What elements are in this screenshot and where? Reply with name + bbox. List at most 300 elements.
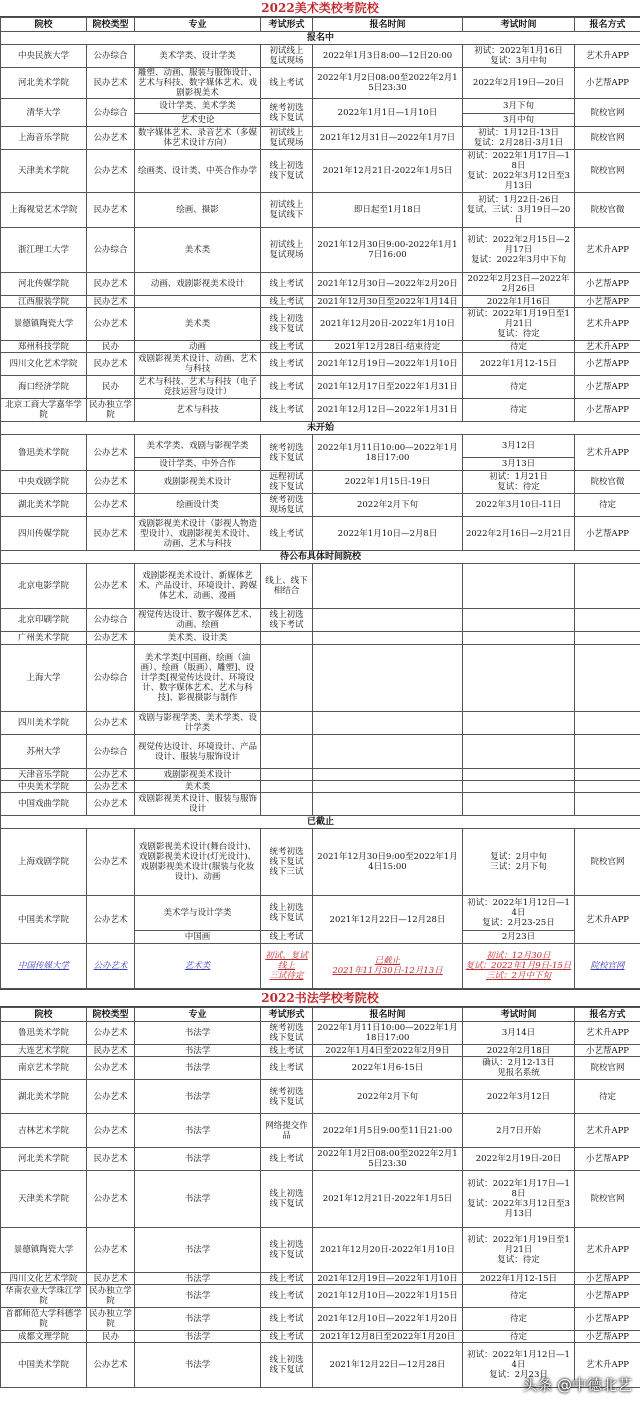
cell-exam: 待定 [463,399,575,422]
section-label: 未开始 [1,422,640,435]
cell-reg [313,632,463,645]
section-header-row [1,816,640,829]
cell-kind: 公办艺术 [87,1080,135,1114]
cell-exam: 2月7日开始 [463,1114,575,1148]
cell-kind: 公办艺术 [87,564,135,609]
cell-kind: 民办 [87,376,135,399]
cell-name: 海口经济学院 [1,376,87,399]
cell-reg: 2022年1月5日9:00至11日21:00 [313,1114,463,1148]
cell-reg: 2021年12月10日—2022年1月15日 [313,1285,463,1308]
cell-form: 线上初选 线下复试 [261,150,313,193]
cell-kind: 民办艺术 [87,517,135,551]
cell-form: 统考初选 线下复试 [261,435,313,471]
cell-name: 鲁迅美术学院 [1,435,87,471]
cell-exam: 待定 [463,1285,575,1308]
cell-reg: 2021年12月19日—2022年1月10日 [313,353,463,376]
cell-apply: 院校官网 [575,127,640,150]
cell-apply [575,609,640,632]
table-row [1,353,640,376]
cell-kind: 公办综合 [87,228,135,273]
cell-exam: 待定 [463,1331,575,1343]
cell-apply [575,712,640,735]
cell-exam: 待定 [463,341,575,353]
cell-apply: 小艺帮APP [575,1273,640,1285]
cell-kind: 公办艺术 [87,793,135,816]
cell-form: 网络提交作品 [261,1114,313,1148]
section-label: 报名中 [1,32,640,45]
cell-major: 视觉传达设计、环境设计、产品设计、服装与服饰设计 [135,735,261,769]
section-header-row [1,551,640,564]
cell-kind: 公办艺术 [87,1171,135,1228]
cell-reg: 2021年12月21日-2022年1月5日 [313,1171,463,1228]
cell-major: 书法学 [135,1308,261,1331]
table-row [1,712,640,735]
cell-exam: 2022年1月12-15日 [463,1273,575,1285]
table-row [1,494,640,517]
col-header-major: 专业 [135,18,261,32]
cell-kind: 民办 [87,341,135,353]
cell-reg: 2022年1月2日08:00至2022年2月15日23:30 [313,1148,463,1171]
cell-form: 统考初选 线下复试 线下三试 [261,829,313,896]
cell-reg: 2022年1月10日—2月8日 [313,517,463,551]
cell-major: 戏剧影视美术设计 [135,471,261,494]
table-row [1,150,640,193]
cell-reg [313,781,463,793]
cell-reg: 2022年1月6-15日 [313,1057,463,1080]
cell-exam: 初试：1月22日-26日 复试、三试：3月19日—20日 [463,193,575,228]
cell-kind: 公办艺术 [87,435,135,471]
cell-name: 中国美术学院 [1,1343,87,1388]
cell-reg: 2021年12月31日—2022年1月7日 [313,127,463,150]
cell-kind: 公办艺术 [87,781,135,793]
header-row [1,1008,640,1022]
cell-exam: 2022年1月16日 [463,296,575,308]
cell-name: 吉林艺术学院 [1,1114,87,1148]
cell-form: 线上考试 [261,1045,313,1057]
cell-major: 美术类 [135,308,261,341]
cell-reg [313,793,463,816]
table-row [1,127,640,150]
art-schools-table [0,17,640,989]
cell-name: 四川传媒学院 [1,517,87,551]
cell-form: 线上初选 线下复试 [261,1228,313,1273]
cell-form: 线上初选 线下复试 [261,1343,313,1388]
cell-apply [575,632,640,645]
cell-exam [463,632,575,645]
cell-apply: 艺术升APP [575,1022,640,1045]
cell-kind: 民办艺术 [87,1273,135,1285]
cell-reg: 2022年2月下旬 [313,494,463,517]
cell-name: 景德镇陶瓷大学 [1,1228,87,1273]
table-row [1,735,640,769]
table-row [1,1022,640,1045]
cell-reg [313,609,463,632]
cell-kind: 公办艺术 [87,494,135,517]
cell-apply: 艺术升APP [575,1114,640,1148]
cell-form: 线上考试 [261,341,313,353]
cell-form: 线上考试 [261,1285,313,1308]
cell-major: 书法学 [135,1228,261,1273]
cell-exam: 2月23日 [463,931,575,944]
cell-apply: 待定 [575,1080,640,1114]
cell-name: 中国戏曲学院 [1,793,87,816]
table-row [1,471,640,494]
table-row [1,769,640,781]
cell-name: 北京印刷学院 [1,609,87,632]
cell-apply: 艺术升APP [575,308,640,341]
cell-form: 线上考试 [261,1273,313,1285]
cell-kind: 公办综合 [87,645,135,712]
table-row [1,944,640,989]
cell-name: 四川文化艺术学院 [1,1273,87,1285]
cell-name: 中国美术学院 [1,896,87,944]
table-row [1,1148,640,1171]
cell-exam [463,735,575,769]
cell-apply: 院校官微 [575,471,640,494]
cell-kind: 公办艺术 [87,150,135,193]
table-row [1,68,640,99]
cell-exam: 初试：2022年1月12日—14日 复试：2月23-25日 [463,896,575,931]
cell-major: 书法学 [135,1045,261,1057]
cell-form: 初试、复试线上 三试待定 [261,944,313,989]
cell-name: 河北美术学院 [1,68,87,99]
col-header-exam-time: 考试时间 [463,18,575,32]
cell-form: 统考初选 线下复试 [261,99,313,127]
cell-exam: 2022年3月12日 [463,1080,575,1114]
cell-name: 郑州科技学院 [1,341,87,353]
cell-major: 绘画类、设计类、中英合作办学 [135,150,261,193]
table-row [1,1114,640,1148]
cell-exam: 2022年2月23日—2022年2月26日 [463,273,575,296]
cell-major: 戏剧影视美术设计、服装与服饰设计 [135,793,261,816]
cell-apply: 院校官微 [575,193,640,228]
col-header-apply-method: 报名方式 [575,1008,640,1022]
art-schools-title: 2022美术类校考院校 [0,0,640,17]
cell-major: 书法学 [135,1148,261,1171]
cell-major: 美术学类、设计学类 [135,45,261,68]
cell-form [261,632,313,645]
section-label: 已截止 [1,816,640,829]
cell-major: 美术类 [135,781,261,793]
table-row [1,1285,640,1308]
cell-reg: 2021年12月30日9:00至2022年1月4日15:00 [313,829,463,896]
calligraphy-table-body [1,1022,640,1388]
cell-form: 线上考试 [261,1057,313,1080]
watermark: 头条 @中德北艺 [522,1376,632,1394]
cell-major: 艺术与科技、艺术与科技（电子竞技运营与设计） [135,376,261,399]
cell-kind: 公办综合 [87,99,135,127]
cell-major: 美术学类[中国画、绘画（油画）、绘画（版画）、雕塑]、设计学类[视觉传达设计、环境设计、数字媒体艺术、艺术与科技]、影视摄影与制作 [135,645,261,712]
cell-kind: 公办艺术 [87,308,135,341]
cell-form: 线上、线下相结合 [261,564,313,609]
cell-apply: 小艺帮APP [575,399,640,422]
cell-exam: 确认：2月12-13日 见报名系统 [463,1057,575,1080]
cell-exam: 2022年2月19日-20日 [463,1148,575,1171]
cell-name: 湖北美术学院 [1,494,87,517]
cell-exam: 初试：2022年2月15日—2月17日 复试：2022年3月中下旬 [463,228,575,273]
cell-name: 中央民族大学 [1,45,87,68]
cell-name: 大连艺术学院 [1,1045,87,1057]
cell-form: 初试线上 复试现场 [261,228,313,273]
cell-apply: 院校官网 [575,1057,640,1080]
cell-apply: 小艺帮APP [575,1285,640,1308]
cell-reg: 2021年12月22日—12月28日 [313,1343,463,1388]
cell-name: 上海戏剧学院 [1,829,87,896]
cell-exam: 3月中旬 [463,114,575,127]
cell-kind: 民办艺术 [87,1045,135,1057]
cell-major: 书法学 [135,1022,261,1045]
cell-exam: 3月12日 [463,435,575,458]
cell-name: 成都文理学院 [1,1331,87,1343]
cell-major: 美术类 [135,228,261,273]
cell-exam: 初试：1月21日 复试：待定 [463,471,575,494]
cell-name: 河北美术学院 [1,1148,87,1171]
cell-apply: 艺术升APP [575,1343,640,1388]
section-header-row [1,32,640,45]
cell-name: 上海大学 [1,645,87,712]
cell-major: 艺术史论 [135,114,261,127]
col-header-type: 院校类型 [87,18,135,32]
table-row [1,1057,640,1080]
table-row [1,517,640,551]
cell-kind: 公办艺术 [87,712,135,735]
cell-reg: 2022年1月11日10:00—2022年1月18日17:00 [313,435,463,471]
cell-name: 鲁迅美术学院 [1,1022,87,1045]
cell-apply: 院校官网 [575,150,640,193]
cell-kind: 公办艺术 [87,632,135,645]
cell-exam [463,781,575,793]
cell-form [261,735,313,769]
cell-reg: 2022年1月2日08:00至2022年2月15日23:30 [313,68,463,99]
cell-reg: 2021年12月8日至2022年1月20日 [313,1331,463,1343]
cell-major: 书法学 [135,1057,261,1080]
col-header-school: 院校 [1,18,87,32]
table-row [1,1273,640,1285]
cell-major: 书法学 [135,1273,261,1285]
table-row [1,273,640,296]
cell-name: 上海视觉艺术学院 [1,193,87,228]
cell-major: 书法学 [135,1285,261,1308]
cell-exam [463,645,575,712]
cell-form: 线上初选 线下复试 [261,896,313,931]
col-header-registration: 报名时间 [313,1008,463,1022]
table-row [1,793,640,816]
table-row [1,609,640,632]
cell-apply: 小艺帮APP [575,1045,640,1057]
table-row [1,435,640,458]
cell-apply: 待定 [575,494,640,517]
cell-major: 戏剧影视美术设计（影视人物造型设计）、戏剧影视美术设计、动画、艺术与科技 [135,517,261,551]
cell-name: 上海音乐学院 [1,127,87,150]
cell-apply: 小艺帮APP [575,1331,640,1343]
table-row [1,1228,640,1273]
cell-apply: 小艺帮APP [575,296,640,308]
cell-reg: 2021年12月30日至2022年1月14日 [313,296,463,308]
cell-reg: 2021年12月20日-2022年1月10日 [313,1228,463,1273]
table-row [1,341,640,353]
cell-exam: 初试：2022年1月12日—14日 复试：2月23日 [463,1343,575,1388]
cell-reg: 2022年1月4日至2022年2月9日 [313,1045,463,1057]
cell-form: 线上考试 [261,931,313,944]
cell-apply: 小艺帮APP [575,1308,640,1331]
table-row [1,228,640,273]
col-header-exam-form: 考试形式 [261,18,313,32]
cell-kind: 公办艺术 [87,1022,135,1045]
cell-form: 初试线上 复试现场 [261,45,313,68]
table-row [1,99,640,114]
cell-form [261,769,313,781]
cell-exam [463,769,575,781]
cell-reg [313,712,463,735]
table-row [1,193,640,228]
section-label: 待公布具体时间院校 [1,551,640,564]
cell-major: 戏剧影视美术设计、新媒体艺术、产品设计、环境设计、跨媒体艺术、动画、漫画 [135,564,261,609]
cell-major: 绘画设计类 [135,494,261,517]
table-row [1,399,640,422]
table-row [1,896,640,931]
cell-form: 统考初选 线下复试 [261,1022,313,1045]
table-row [1,376,640,399]
cell-form: 线上考试 [261,1148,313,1171]
cell-apply: 艺术升APP [575,228,640,273]
cell-name: 中国传媒大学 [1,944,87,989]
col-header-registration: 报名时间 [313,18,463,32]
cell-apply: 艺术升APP [575,896,640,944]
cell-form: 初试线上 复试现场 [261,127,313,150]
table-row [1,781,640,793]
cell-form: 线上考试 [261,1331,313,1343]
cell-kind: 民办艺术 [87,353,135,376]
cell-kind: 公办艺术 [87,1057,135,1080]
cell-major: 数字媒体艺术、录音艺术（多媒体艺术设计方向） [135,127,261,150]
cell-exam [463,609,575,632]
table-row [1,1080,640,1114]
cell-exam: 3月下旬 [463,99,575,114]
cell-kind: 民办独立学院 [87,1285,135,1308]
cell-name: 北京工商大学嘉华学院 [1,399,87,422]
cell-name: 北京电影学院 [1,564,87,609]
table-row [1,1331,640,1343]
col-header-major: 专业 [135,1008,261,1022]
cell-form [261,712,313,735]
cell-apply: 艺术升APP [575,45,640,68]
table-row [1,829,640,896]
cell-exam: 初试：2022年1月17日—18日 复试：2022年3月12日至3月13日 [463,150,575,193]
cell-kind: 公办艺术 [87,769,135,781]
cell-apply: 小艺帮APP [575,376,640,399]
cell-name: 广州美术学院 [1,632,87,645]
table-row [1,1171,640,1228]
cell-reg: 2021年12月10日—2022年1月20日 [313,1308,463,1331]
cell-apply [575,769,640,781]
cell-form: 线上考试 [261,68,313,99]
cell-name: 江西服装学院 [1,296,87,308]
cell-form: 线上考试 [261,296,313,308]
cell-reg: 2021年12月21日-2022年1月5日 [313,150,463,193]
cell-apply: 小艺帮APP [575,353,640,376]
table-row [1,1045,640,1057]
cell-apply: 小艺帮APP [575,273,640,296]
cell-major: 美术学与设计学类 [135,896,261,931]
cell-major: 艺术类 [135,944,261,989]
cell-form: 线上考试 [261,353,313,376]
cell-reg [313,735,463,769]
cell-form: 线上考试 [261,399,313,422]
cell-major: 视觉传达设计、数字媒体艺术、动画、绘画 [135,609,261,632]
cell-name: 首都师范大学科德学院 [1,1308,87,1331]
cell-reg [313,564,463,609]
cell-reg: 2021年12月20日-2022年1月10日 [313,308,463,341]
table-row [1,296,640,308]
cell-exam: 初试：2022年1月19日至1月21日 复试：待定 [463,1228,575,1273]
cell-major: 艺术与科技 [135,399,261,422]
cell-reg: 2021年12月28日-结束待定 [313,341,463,353]
cell-name: 四川美术学院 [1,712,87,735]
cell-exam: 2022年2月19日—20日 [463,68,575,99]
cell-apply [575,564,640,609]
cell-form: 线上考试 [261,1308,313,1331]
cell-apply [575,793,640,816]
cell-form [261,781,313,793]
cell-major: 绘画、摄影 [135,193,261,228]
cell-exam: 2022年3月10日-11日 [463,494,575,517]
table-row [1,564,640,609]
cell-exam: 复试：2月中旬 三试：2月下旬 [463,829,575,896]
calligraphy-schools-title: 2022书法学校考院校 [0,989,640,1007]
cell-name: 天津美术学院 [1,150,87,193]
cell-form [261,645,313,712]
col-header-exam-form: 考试形式 [261,1008,313,1022]
cell-apply: 小艺帮APP [575,68,640,99]
cell-kind: 民办独立学院 [87,1308,135,1331]
cell-kind: 民办 [87,1331,135,1343]
cell-apply: 院校官网 [575,99,640,127]
cell-name: 苏州大学 [1,735,87,769]
cell-kind: 民办艺术 [87,273,135,296]
cell-form [261,793,313,816]
cell-exam: 初试：12月30日 复试：2022年1月9日-15日 三试：2月中下旬 [463,944,575,989]
cell-name: 浙江理工大学 [1,228,87,273]
cell-form: 统考初选 线下复试 [261,1080,313,1114]
cell-name: 河北传媒学院 [1,273,87,296]
cell-kind: 民办艺术 [87,193,135,228]
cell-name: 天津美术学院 [1,1171,87,1228]
cell-kind: 公办艺术 [87,1114,135,1148]
cell-reg: 已截止 2021年11月30日-12月13日 [313,944,463,989]
cell-kind: 公办艺术 [87,829,135,896]
cell-major: 书法学 [135,1343,261,1388]
col-header-type: 院校类型 [87,1008,135,1022]
cell-reg: 2022年1月15日-19日 [313,471,463,494]
cell-kind: 公办艺术 [87,471,135,494]
cell-major: 美术类、设计类 [135,632,261,645]
cell-major: 戏剧与影视学类、美术学类、设计学类 [135,712,261,735]
cell-reg: 即日起至1月18日 [313,193,463,228]
cell-name: 景德镇陶瓷大学 [1,308,87,341]
cell-major: 书法学 [135,1171,261,1228]
cell-form: 初试线上 复试线下 [261,193,313,228]
cell-name: 清华大学 [1,99,87,127]
cell-kind: 民办艺术 [87,1148,135,1171]
cell-major [135,296,261,308]
section-header-row [1,422,640,435]
cell-reg: 2022年1月3日8:00—12日20:00 [313,45,463,68]
cell-kind: 公办综合 [87,735,135,769]
cell-name: 天津音乐学院 [1,769,87,781]
header-row [1,18,640,32]
cell-apply: 院校官网 [575,1171,640,1228]
cell-reg: 2022年1月11日10:00—2022年1月18日17:00 [313,1022,463,1045]
